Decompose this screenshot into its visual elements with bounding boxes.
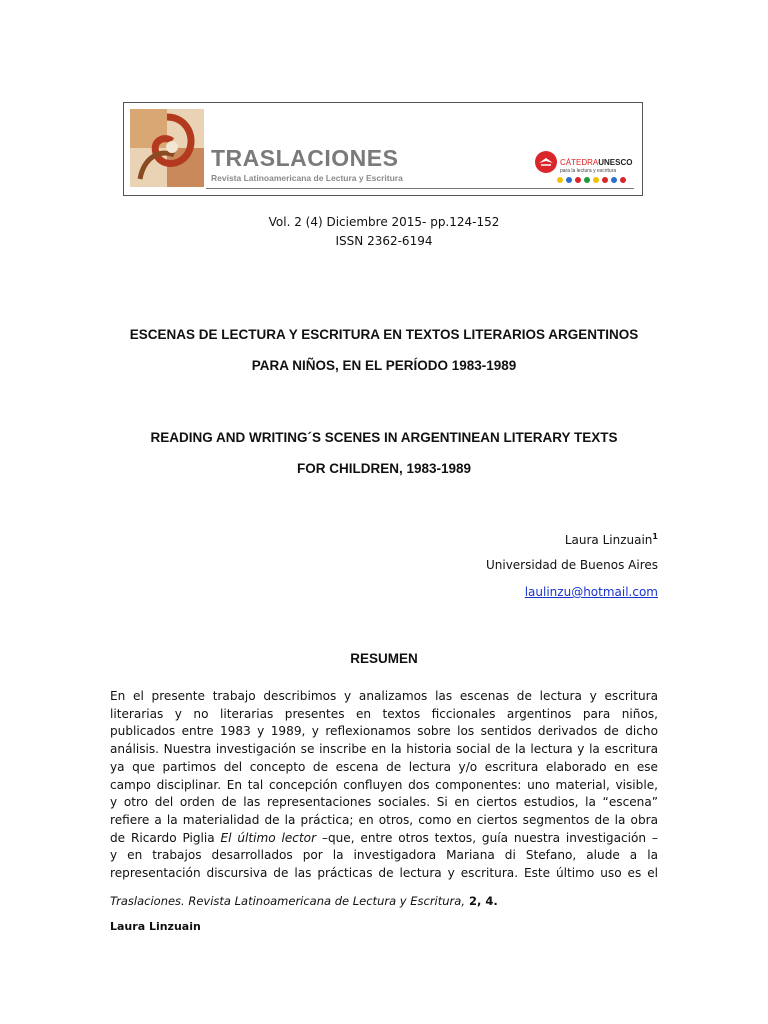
- title-en-line1: READING AND WRITING´S SCENES IN ARGENTINEAN LITERARY TEXTS: [150, 430, 618, 445]
- abstract-line: publicados entre 1983 y 1989, y reflexionamos sobre los sentidos derivados de dicho: [110, 724, 658, 739]
- running-author: Laura Linzuain: [110, 920, 201, 933]
- title-es-line2: PARA NIÑOS, EN EL PERÍODO 1983-1989: [251, 358, 517, 373]
- abstract-line: y otro del orden de las representaciones sociales. Si en ciertos estudios, la “escena”: [110, 795, 658, 810]
- journal-banner: [123, 102, 643, 196]
- abstract-heading: RESUMEN: [350, 651, 418, 666]
- chair-name-part1: CÁTEDRA: [560, 158, 599, 167]
- author-name-text: Laura Linzuain: [564, 533, 653, 547]
- journal-spiral-logo-icon: [130, 109, 204, 187]
- unesco-chair-tagline: para la lectura y escritura: [560, 168, 617, 174]
- abstract-line: ya que partimos del concepto de escena de lectura y/o escritura elaborado en ese: [110, 759, 658, 774]
- abstract-line: literarias y no literarias presentes en textos ficcionales argentinos para niños,: [110, 706, 658, 721]
- abstract-line: campo disciplinar. En tal concepción confluyen dos componentes: uno material, visible,: [110, 777, 658, 792]
- abstract-line: refiere a la materialidad de la práctica; en otros, como en ciertos segmentos de la obra: [110, 812, 658, 827]
- country-flags-icon: [554, 176, 634, 184]
- banner-rule: [206, 188, 634, 189]
- abstract-line: representación discursiva de las prácticas de lectura y escritura. Este último uso es el: [110, 866, 658, 881]
- author-email-link[interactable]: laulinzu@hotmail.com: [524, 585, 658, 599]
- journal-name: TRASLACIONES: [211, 145, 399, 171]
- abstract-line: En el presente trabajo describimos y analizamos las escenas de lectura y escritura: [110, 689, 658, 703]
- abstract-line: análisis. Nuestra investigación se inscribe en la historia social de la lectura y la escritura: [110, 742, 658, 757]
- footer-citation-journal: Traslaciones. Revista Latinoamericana de Lectura y Escritura,: [110, 894, 465, 908]
- footer-citation-issue: 2, 4.: [464, 894, 498, 908]
- unesco-chair-logo-icon: [534, 150, 558, 174]
- author-affiliation: Universidad de Buenos Aires: [485, 558, 658, 572]
- author-footnote-mark[interactable]: 1: [652, 532, 658, 541]
- abstract-line: y en trabajos desarrollados por la investigadora Mariana di Stefano, alude a la: [110, 848, 658, 863]
- abstract-line-with-title: [110, 830, 658, 848]
- unesco-chair-name: [560, 158, 632, 167]
- title-es-line1: ESCENAS DE LECTURA Y ESCRITURA EN TEXTOS LITERARIOS ARGENTINOS: [129, 327, 639, 342]
- issn-line: ISSN 2362-6194: [335, 234, 433, 248]
- footer-citation: [110, 894, 498, 908]
- cited-work-title: El último lector: [220, 830, 317, 845]
- chair-name-part2: UNESCO: [598, 158, 633, 167]
- title-en-line2: FOR CHILDREN, 1983-1989: [296, 461, 472, 476]
- abstract-line9-after: –que, entre otros textos, guía nuestra investigación –: [316, 830, 658, 845]
- journal-subtitle: Revista Latinoamericana de Lectura y Escritura: [211, 173, 403, 183]
- abstract-line9-before: de Ricardo Piglia: [110, 830, 221, 845]
- author-name: [565, 532, 658, 547]
- volume-line: Vol. 2 (4) Diciembre 2015- pp.124-152: [268, 215, 500, 229]
- abstract-body: [110, 688, 658, 883]
